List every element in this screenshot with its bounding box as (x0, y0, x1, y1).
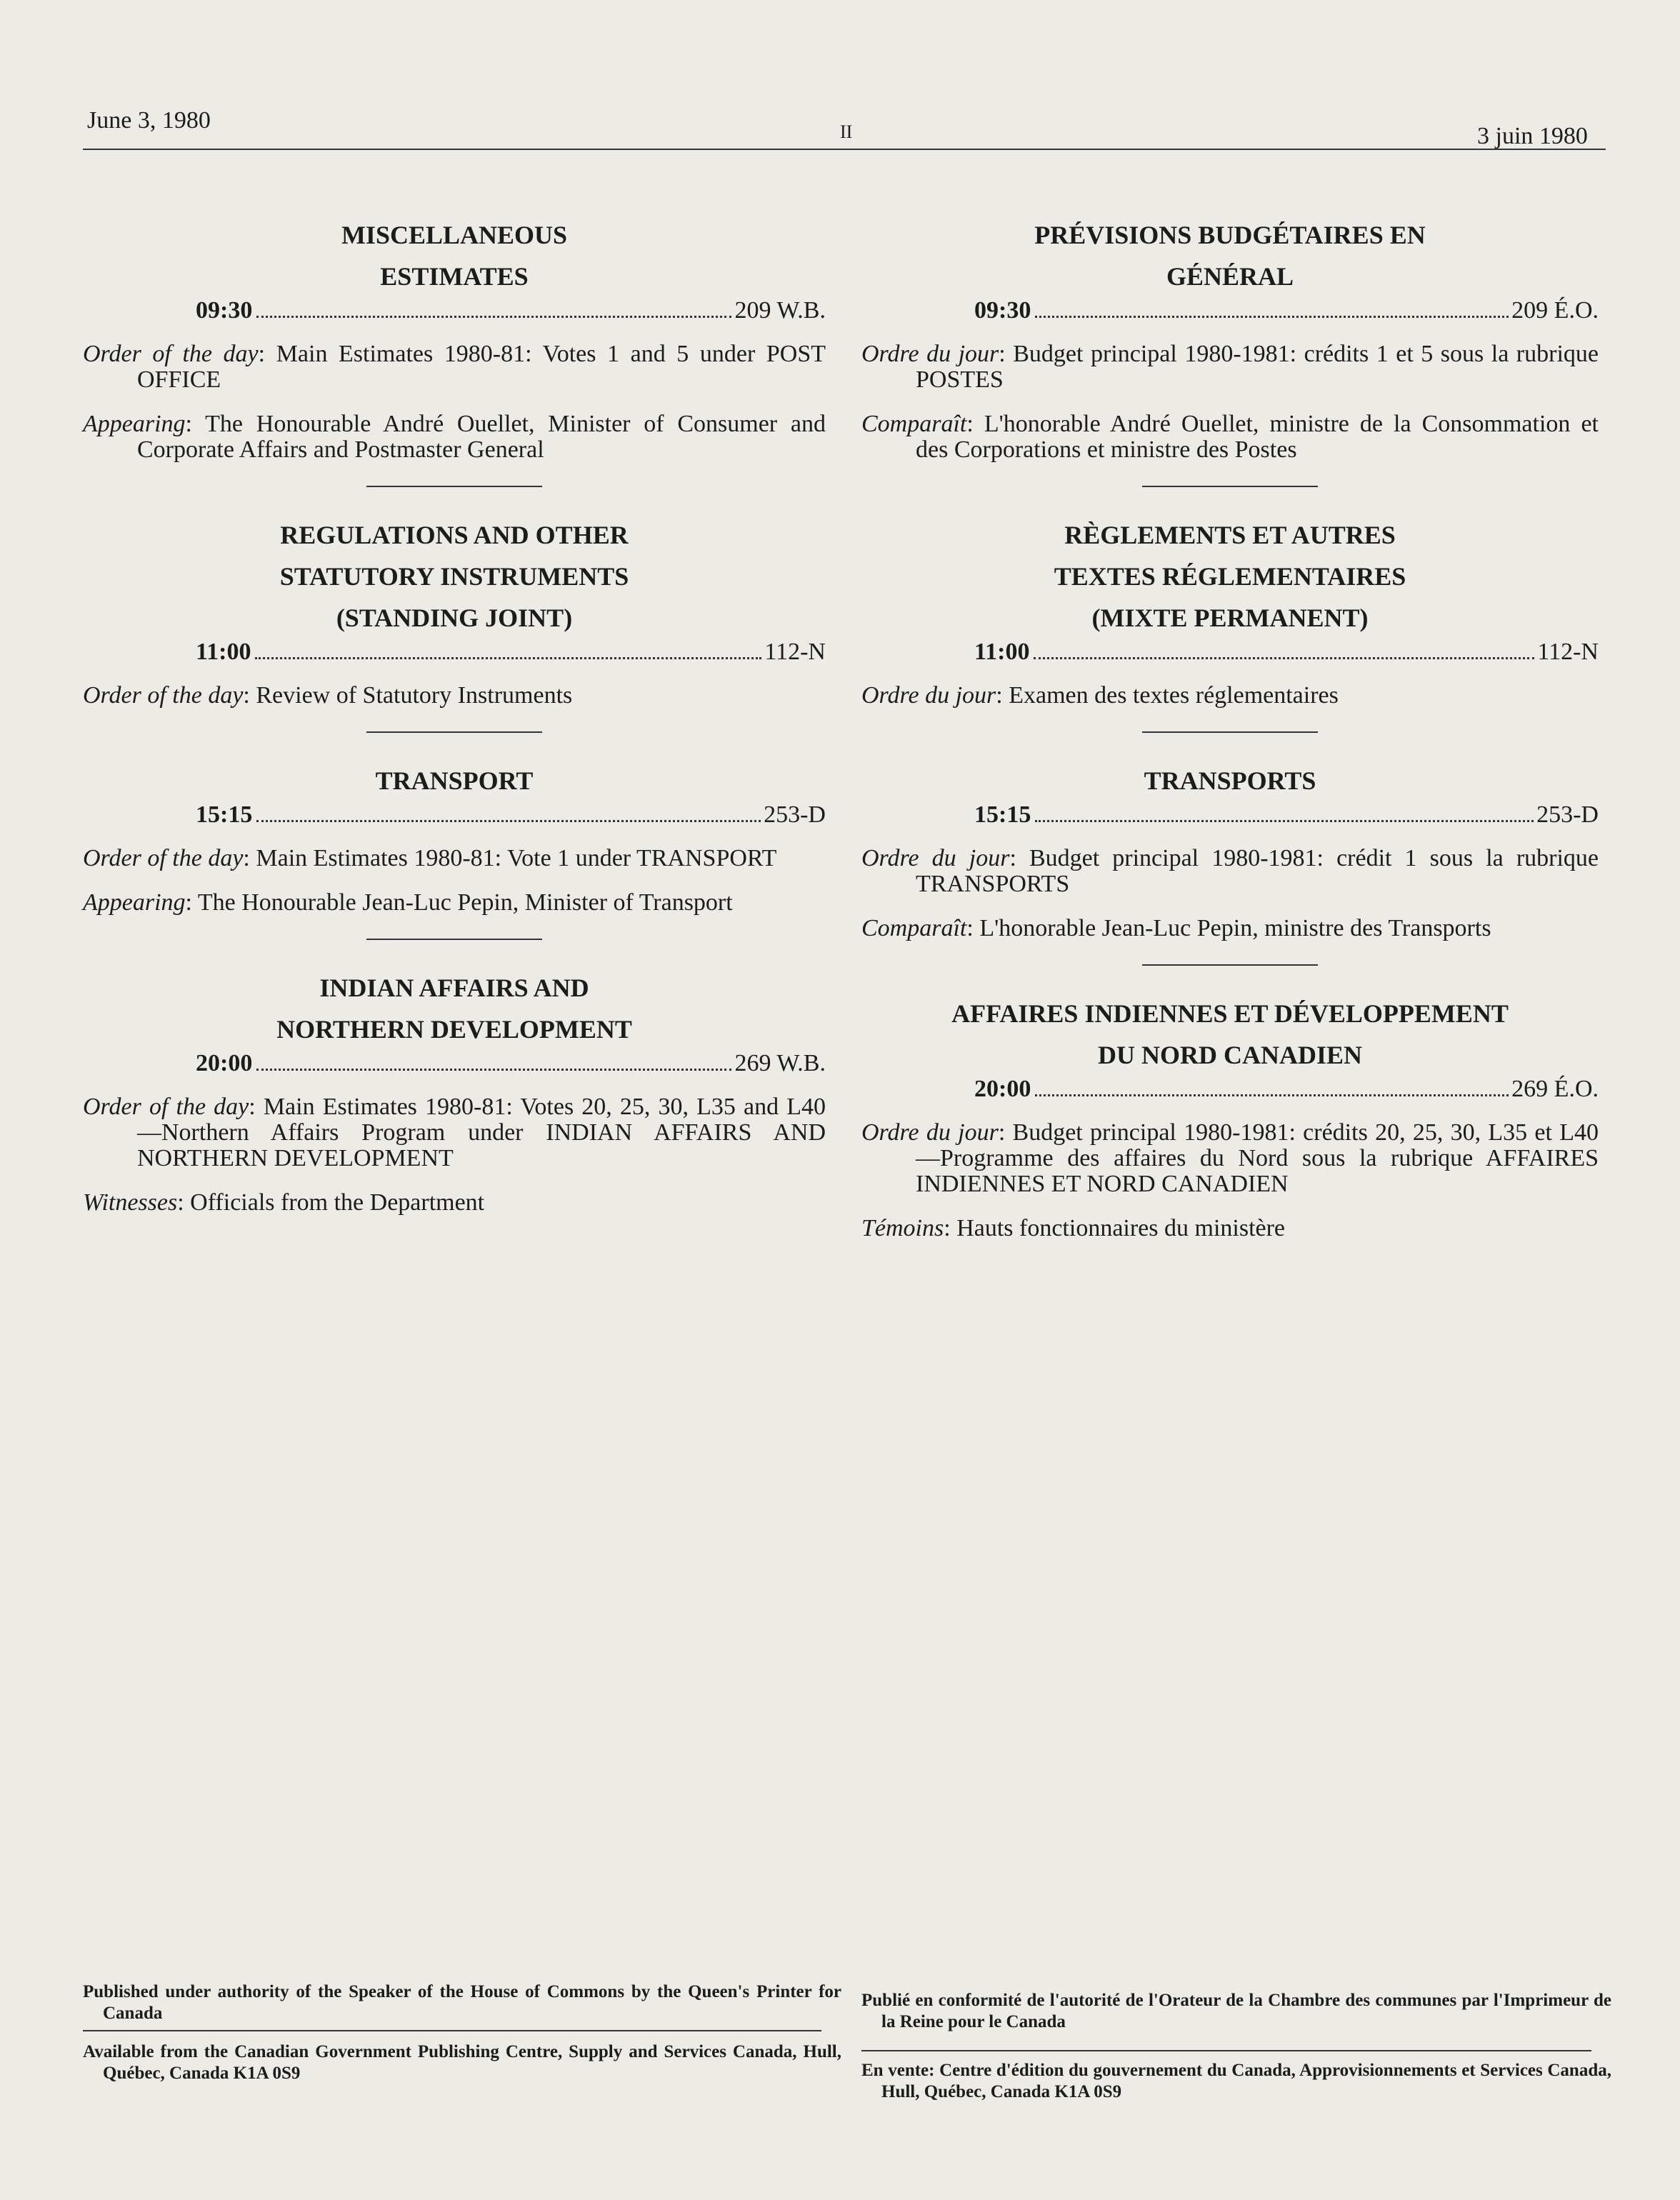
entry-label: Ordre du jour (861, 341, 999, 367)
entry-label: Order of the day (83, 682, 244, 709)
entry-label: Order of the day (83, 1094, 249, 1120)
entry-text: Main Estimates 1980-81: Votes 1 and 5 under POST OFFICE (137, 341, 826, 393)
agenda-entry (861, 1216, 1599, 1241)
section-separator (1142, 731, 1318, 733)
committee-title: ESTIMATES (380, 262, 529, 291)
meeting-room: 112-N (1537, 639, 1599, 665)
entry-text: Hauts fonctionnaires du ministère (956, 1215, 1286, 1241)
meeting-room: 253-D (1536, 801, 1599, 828)
entry-label: Comparaît (861, 915, 967, 941)
entry-text: Review of Statutory Instruments (256, 682, 573, 709)
footer-available-french: En vente: Centre d'édition du gouvernement du Canada, Approvisionnements et Services Canada, Hull, Québec, Canada K1A 0S9 (861, 2061, 1611, 2101)
entry-label: Ordre du jour (861, 682, 996, 709)
entry-text: Examen des textes réglementaires (1009, 682, 1339, 709)
agenda-entry (83, 1094, 826, 1171)
dot-leader (255, 657, 761, 659)
meeting-time-room (196, 1050, 826, 1090)
entry-label: Appearing (83, 889, 186, 916)
entry-text: Budget principal 1980-1981: crédits 1 et 5 sous la rubrique POSTES (916, 341, 1599, 393)
dot-leader (1035, 316, 1509, 318)
meeting-time: 11:00 (196, 639, 251, 665)
committee-title: PRÉVISIONS BUDGÉTAIRES EN (1034, 221, 1426, 249)
entry-colon: : (999, 341, 1014, 367)
section-separator (366, 731, 542, 733)
entry-label: Appearing (83, 411, 186, 437)
meeting-room: 112-N (764, 639, 826, 665)
agenda-entry (83, 1190, 826, 1216)
committee-title: GÉNÉRAL (1166, 262, 1294, 291)
english-committee-section (83, 514, 826, 709)
agenda-entry (861, 341, 1599, 393)
section-separator (366, 939, 542, 940)
meeting-time: 20:00 (196, 1050, 253, 1076)
committee-title: DU NORD CANADIEN (1097, 1041, 1362, 1069)
committee-title: NORTHERN DEVELOPMENT (276, 1015, 632, 1044)
entry-text: L'honorable André Ouellet, ministre de la Consommation et des Corporations et ministre des Postes (916, 411, 1599, 463)
entry-text: Officials from the Department (190, 1189, 485, 1216)
entry-label: Witnesses (83, 1189, 178, 1216)
dot-leader (256, 820, 761, 822)
meeting-time: 09:30 (974, 297, 1031, 324)
french-committee-section (861, 993, 1599, 1241)
french-column (861, 214, 1599, 1260)
header-date-french: 3 juin 1980 (1477, 123, 1588, 149)
french-committee-section (861, 514, 1599, 709)
section-separator (1142, 486, 1318, 487)
meeting-room: 269 W.B. (734, 1050, 826, 1076)
meeting-time-room (974, 1076, 1599, 1116)
english-committee-section (83, 760, 826, 916)
dot-leader (1035, 820, 1534, 822)
entry-colon: : (185, 411, 206, 437)
entry-text: The Honourable André Ouellet, Minister of Consumer and Corporate Affairs and Postmaster General (137, 411, 826, 463)
committee-title: REGULATIONS AND OTHER (280, 521, 629, 549)
section-separator (366, 486, 542, 487)
entry-label: Order of the day (83, 845, 244, 871)
footer-available-english: Available from the Canadian Government Publishing Centre, Supply and Services Canada, Hull, Québec, Canada K1A 0S9 (83, 2042, 841, 2083)
footer-rule-english (83, 2030, 821, 2031)
entry-text: Budget principal 1980-1981: crédit 1 sous la rubrique TRANSPORTS (916, 845, 1599, 897)
agenda-entry (83, 683, 826, 709)
entry-colon: : (944, 1215, 957, 1241)
section-separator (1142, 964, 1318, 966)
meeting-time: 20:00 (974, 1076, 1031, 1102)
meeting-room: 209 É.O. (1511, 297, 1599, 324)
meeting-time: 11:00 (974, 639, 1030, 665)
entry-label: Order of the day (83, 341, 259, 367)
entry-colon: : (966, 411, 984, 437)
entry-colon: : (258, 341, 276, 367)
meeting-time: 15:15 (974, 801, 1031, 828)
meeting-time-room (196, 639, 826, 679)
entry-colon: : (177, 1189, 191, 1216)
agenda-entry (861, 683, 1599, 709)
dot-leader (1035, 1094, 1509, 1096)
meeting-time-room (974, 297, 1599, 337)
entry-text: Main Estimates 1980-81: Votes 20, 25, 30, L35 and L40—Northern Affairs Program under INDIAN AFFAIRS AND NORTHERN DEVELOPMENT (137, 1094, 826, 1171)
meeting-room: 253-D (764, 801, 826, 828)
header-rule (83, 149, 1606, 150)
meeting-room: 209 W.B. (734, 297, 826, 324)
committee-title: (STANDING JOINT) (336, 604, 573, 632)
entry-colon: : (996, 682, 1009, 709)
french-committee-section (861, 760, 1599, 941)
entry-colon: : (243, 682, 256, 709)
meeting-time: 15:15 (196, 801, 253, 828)
english-column (83, 214, 826, 1234)
committee-title: RÈGLEMENTS ET AUTRES (1064, 521, 1396, 549)
agenda-entry (861, 411, 1599, 463)
agenda-entry (861, 1120, 1599, 1197)
committee-title: TRANSPORTS (1144, 766, 1316, 795)
entry-text: Main Estimates 1980-81: Vote 1 under TRANSPORT (256, 845, 777, 871)
meeting-room: 269 É.O. (1511, 1076, 1599, 1102)
agenda-entry (861, 916, 1599, 941)
agenda-entry (83, 890, 826, 916)
agenda-entry (861, 846, 1599, 897)
footer-rule-french (861, 2050, 1591, 2051)
entry-colon: : (998, 1119, 1013, 1146)
dot-leader (256, 1069, 731, 1071)
footer-published-french: Publié en conformité de l'autorité de l'Orateur de la Chambre des communes par l'Imprimeur de la Reine pour le Canada (861, 1991, 1611, 2031)
entry-colon: : (1009, 845, 1029, 871)
committee-title: TEXTES RÉGLEMENTAIRES (1054, 562, 1406, 591)
dot-leader (256, 316, 731, 318)
entry-colon: : (185, 889, 198, 916)
committee-title: STATUTORY INSTRUMENTS (279, 562, 629, 591)
footer-published-english: Published under authority of the Speaker of the House of Commons by the Queen's Printer for Canada (83, 1982, 841, 2023)
committee-title: TRANSPORT (375, 766, 534, 795)
entry-text: The Honourable Jean-Luc Pepin, Minister of Transport (197, 889, 733, 916)
meeting-time-room (196, 801, 826, 841)
entry-label: Ordre du jour (861, 845, 1010, 871)
entry-text: Budget principal 1980-1981: crédits 20, 25, 30, L35 et L40—Programme des affaires du Nord sous la rubrique AFFAIRES INDIENNES ET NORD CANADIEN (916, 1119, 1599, 1197)
entry-label: Ordre du jour (861, 1119, 999, 1146)
agenda-entry (83, 341, 826, 393)
committee-title: (MIXTE PERMANENT) (1091, 604, 1369, 632)
committee-title: INDIAN AFFAIRS AND (319, 974, 589, 1002)
header-date-english: June 3, 1980 (87, 107, 211, 134)
english-committee-section (83, 214, 826, 463)
meeting-time-room (974, 639, 1599, 679)
french-committee-section (861, 214, 1599, 463)
agenda-entry (83, 411, 826, 463)
entry-label: Témoins (861, 1215, 944, 1241)
meeting-time-room (196, 297, 826, 337)
english-committee-section (83, 967, 826, 1216)
meeting-time: 09:30 (196, 297, 253, 324)
committee-title: MISCELLANEOUS (341, 221, 568, 249)
agenda-entry (83, 846, 826, 871)
entry-label: Comparaît (861, 411, 967, 437)
meeting-time-room (974, 801, 1599, 841)
entry-colon: : (966, 915, 980, 941)
committee-title: AFFAIRES INDIENNES ET DÉVELOPPEMENT (951, 999, 1509, 1028)
dot-leader (1034, 657, 1534, 659)
entry-colon: : (243, 845, 256, 871)
entry-text: L'honorable Jean-Luc Pepin, ministre des Transports (979, 915, 1491, 941)
header-page-number: II (840, 121, 853, 142)
entry-colon: : (249, 1094, 264, 1120)
